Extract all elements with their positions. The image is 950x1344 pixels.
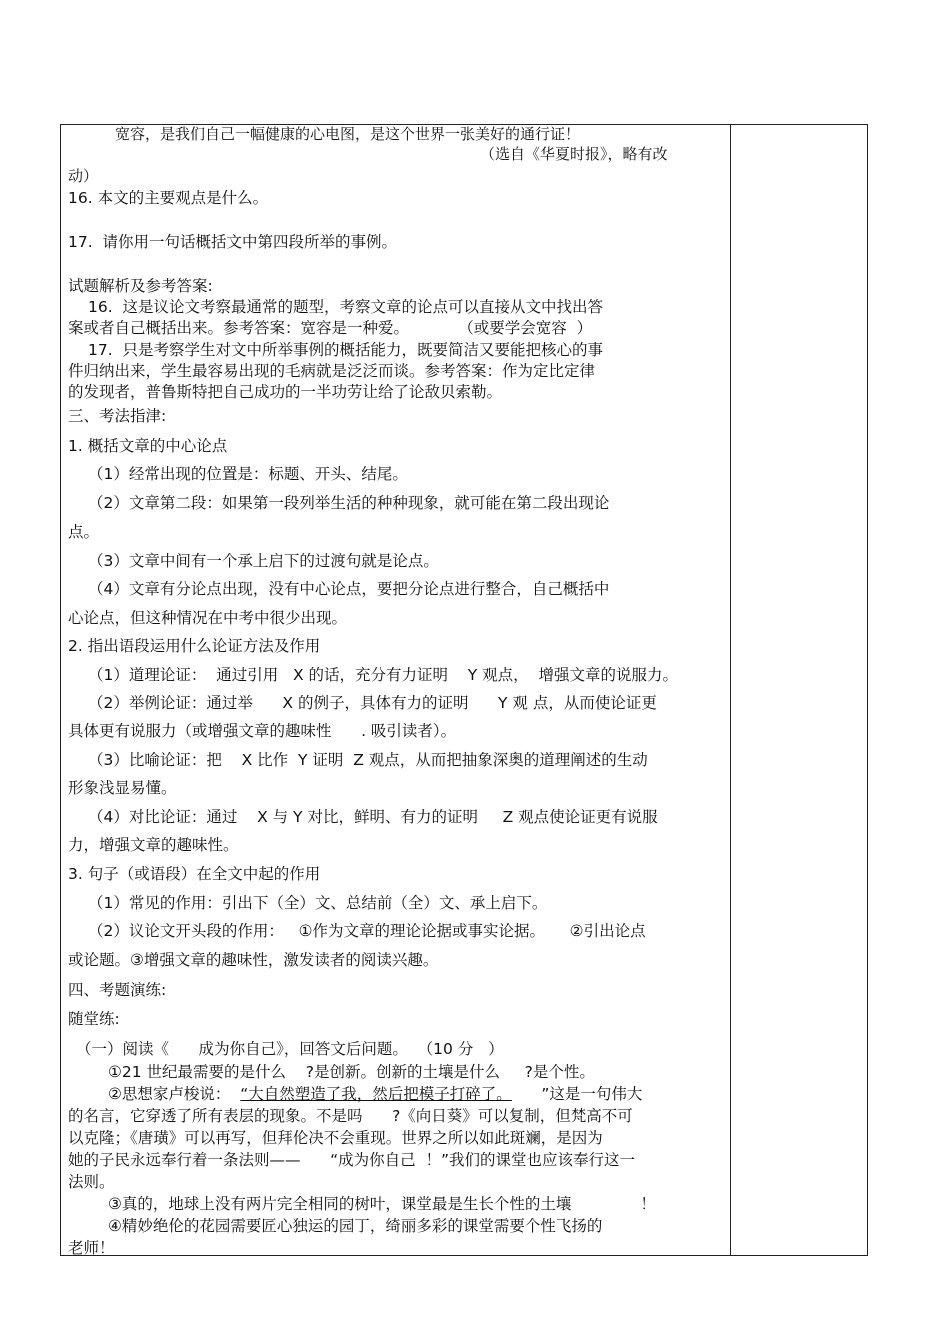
guide-heading: 三、考法指津:: [68, 407, 167, 425]
practice-heading: 四、考题演练:: [68, 981, 167, 999]
answer-16-line-1: 16. 这是议论文考察最通常的题型，考察文章的论点可以直接从文中找出答: [88, 298, 604, 316]
answer-17-line-2: 件归纳出来，学生最容易出现的毛病就是泛泛而谈。参考答案：作为定比定律: [68, 362, 596, 380]
guide-2-item-4: （4）对比论证：通过 X 与 Y 对比，鲜明、有力的证明 Z 观点使论证更有说服: [88, 808, 658, 826]
paragraph-2-lead: ②思想家卢梭说：: [108, 1085, 241, 1103]
guide-2-item-4-cont: 力，增强文章的趣味性。: [68, 836, 239, 854]
passage-last-line: 宽容，是我们自己一幅健康的心电图，是这个世界一张美好的通行证！: [115, 125, 581, 143]
guide-2-item-2: （2）举例论证：通过举 X 的例子，具体有力的证明 Y 观 点，从而使论证更: [88, 694, 657, 712]
guide-1-item-3: （3）文章中间有一个承上启下的过渡句就是论点。: [88, 552, 439, 570]
answer-17-line-1: 17. 只是考察学生对文中所举事例的概括能力，既要简洁又要能把核心的事: [88, 341, 604, 359]
practice-subheading: 随堂练:: [68, 1010, 120, 1028]
guide-2-item-3: （3）比喻论证：把 X 比作 Y 证明 Z 观点，从而把抽象深奥的道理阐述的生动: [88, 751, 648, 769]
guide-2-item-1: （1）道理论证： 通过引用 X 的话，充分有力证明 Y 观点， 增强文章的说服力。: [88, 666, 679, 684]
guide-1-item-2-cont: 点。: [68, 523, 100, 541]
answer-17-line-3: 的发现者，普鲁斯特把自己成功的一半功劳让给了论敌贝索勒。: [68, 383, 503, 401]
notes-column: [731, 125, 867, 1255]
guide-2-item-2-cont: 具体更有说服力（或增强文章的趣味性 . 吸引读者）。: [68, 722, 457, 740]
guide-1-item-1: （1）经常出现的位置是：标题、开头、结尾。: [88, 465, 408, 483]
guide-1-title: 1. 概括文章的中心论点: [68, 437, 228, 455]
question-16: 16. 本文的主要观点是什么。: [68, 189, 269, 207]
paragraph-2-line-2: 的名言，它穿透了所有表层的现象。不是吗 ?《向日葵》可以复制，但梵高不可: [68, 1107, 633, 1125]
guide-3-item-1: （1）常见的作用：引出下（全）文、总结前（全）文、承上启下。: [88, 894, 548, 912]
paragraph-1: ①21 世纪最需要的是什么 ?是创新。创新的土壤是什么 ?是个性。: [108, 1063, 595, 1081]
guide-2-item-3-cont: 形象浅显易懂。: [68, 779, 177, 797]
paragraph-2-line-1: [108, 1084, 642, 1104]
source-note-end: 动）: [68, 167, 99, 185]
paragraph-2-line-3: 以克隆；《唐璜》可以再写，但拜伦决不会重现。世界之所以如此斑斓，是因为: [68, 1129, 603, 1147]
paragraph-2-tail: ”这是一句伟大: [511, 1085, 643, 1103]
paragraph-4-line-1: ④精妙绝伦的花园需要匠心独运的园丁，绮丽多彩的课堂需要个性飞扬的: [108, 1217, 603, 1235]
answer-16-line-2: 案或者自己概括出来。参考答案：宽容是一种爱。 （或要学会宽容 ）: [68, 319, 593, 337]
guide-2-title: 2. 指出语段运用什么论证方法及作用: [68, 637, 321, 655]
practice-task: （一）阅读《 成为你自己》，回答文后问题。 （10 分 ）: [76, 1040, 504, 1058]
guide-1-item-4-cont: 心论点，但这种情况在中考中很少出现。: [68, 609, 348, 627]
guide-3-title: 3. 句子（或语段）在全文中起的作用: [68, 865, 321, 883]
question-17: 17. 请你用一句话概括文中第四段所举的事例。: [68, 233, 398, 251]
guide-3-item-2: （2）议论文开头段的作用： ①作为文章的理论论据或事实论据。 ②引出论点: [88, 922, 646, 940]
paragraph-4-line-2: 老师！: [68, 1239, 115, 1257]
analysis-heading: 试题解析及参考答案:: [68, 277, 213, 295]
guide-1-item-4: （4）文章有分论点出现，没有中心论点，要把分论点进行整合，自己概括中: [88, 580, 610, 598]
paragraph-2-line-4: 她的子民永远奉行着一条法则—— “成为你自己 ！”我们的课堂也应该奉行这一: [68, 1151, 635, 1169]
guide-3-item-2-cont: 或论题。③增强文章的趣味性，激发读者的阅读兴趣。: [68, 951, 439, 969]
paragraph-3: ③真的，地球上没有两片完全相同的树叶，课堂最是生长个性的土壤 ！: [108, 1195, 656, 1213]
source-note: （选自《华夏时报》，略有改: [480, 145, 668, 163]
paragraph-2-line-5: 法则。: [68, 1173, 115, 1191]
rousseau-quote: “大自然塑造了我，然后把模子打碎了。: [240, 1085, 512, 1103]
guide-1-item-2: （2）文章第二段：如果第一段列举生活的种种现象，就可能在第二段出现论: [88, 494, 610, 512]
